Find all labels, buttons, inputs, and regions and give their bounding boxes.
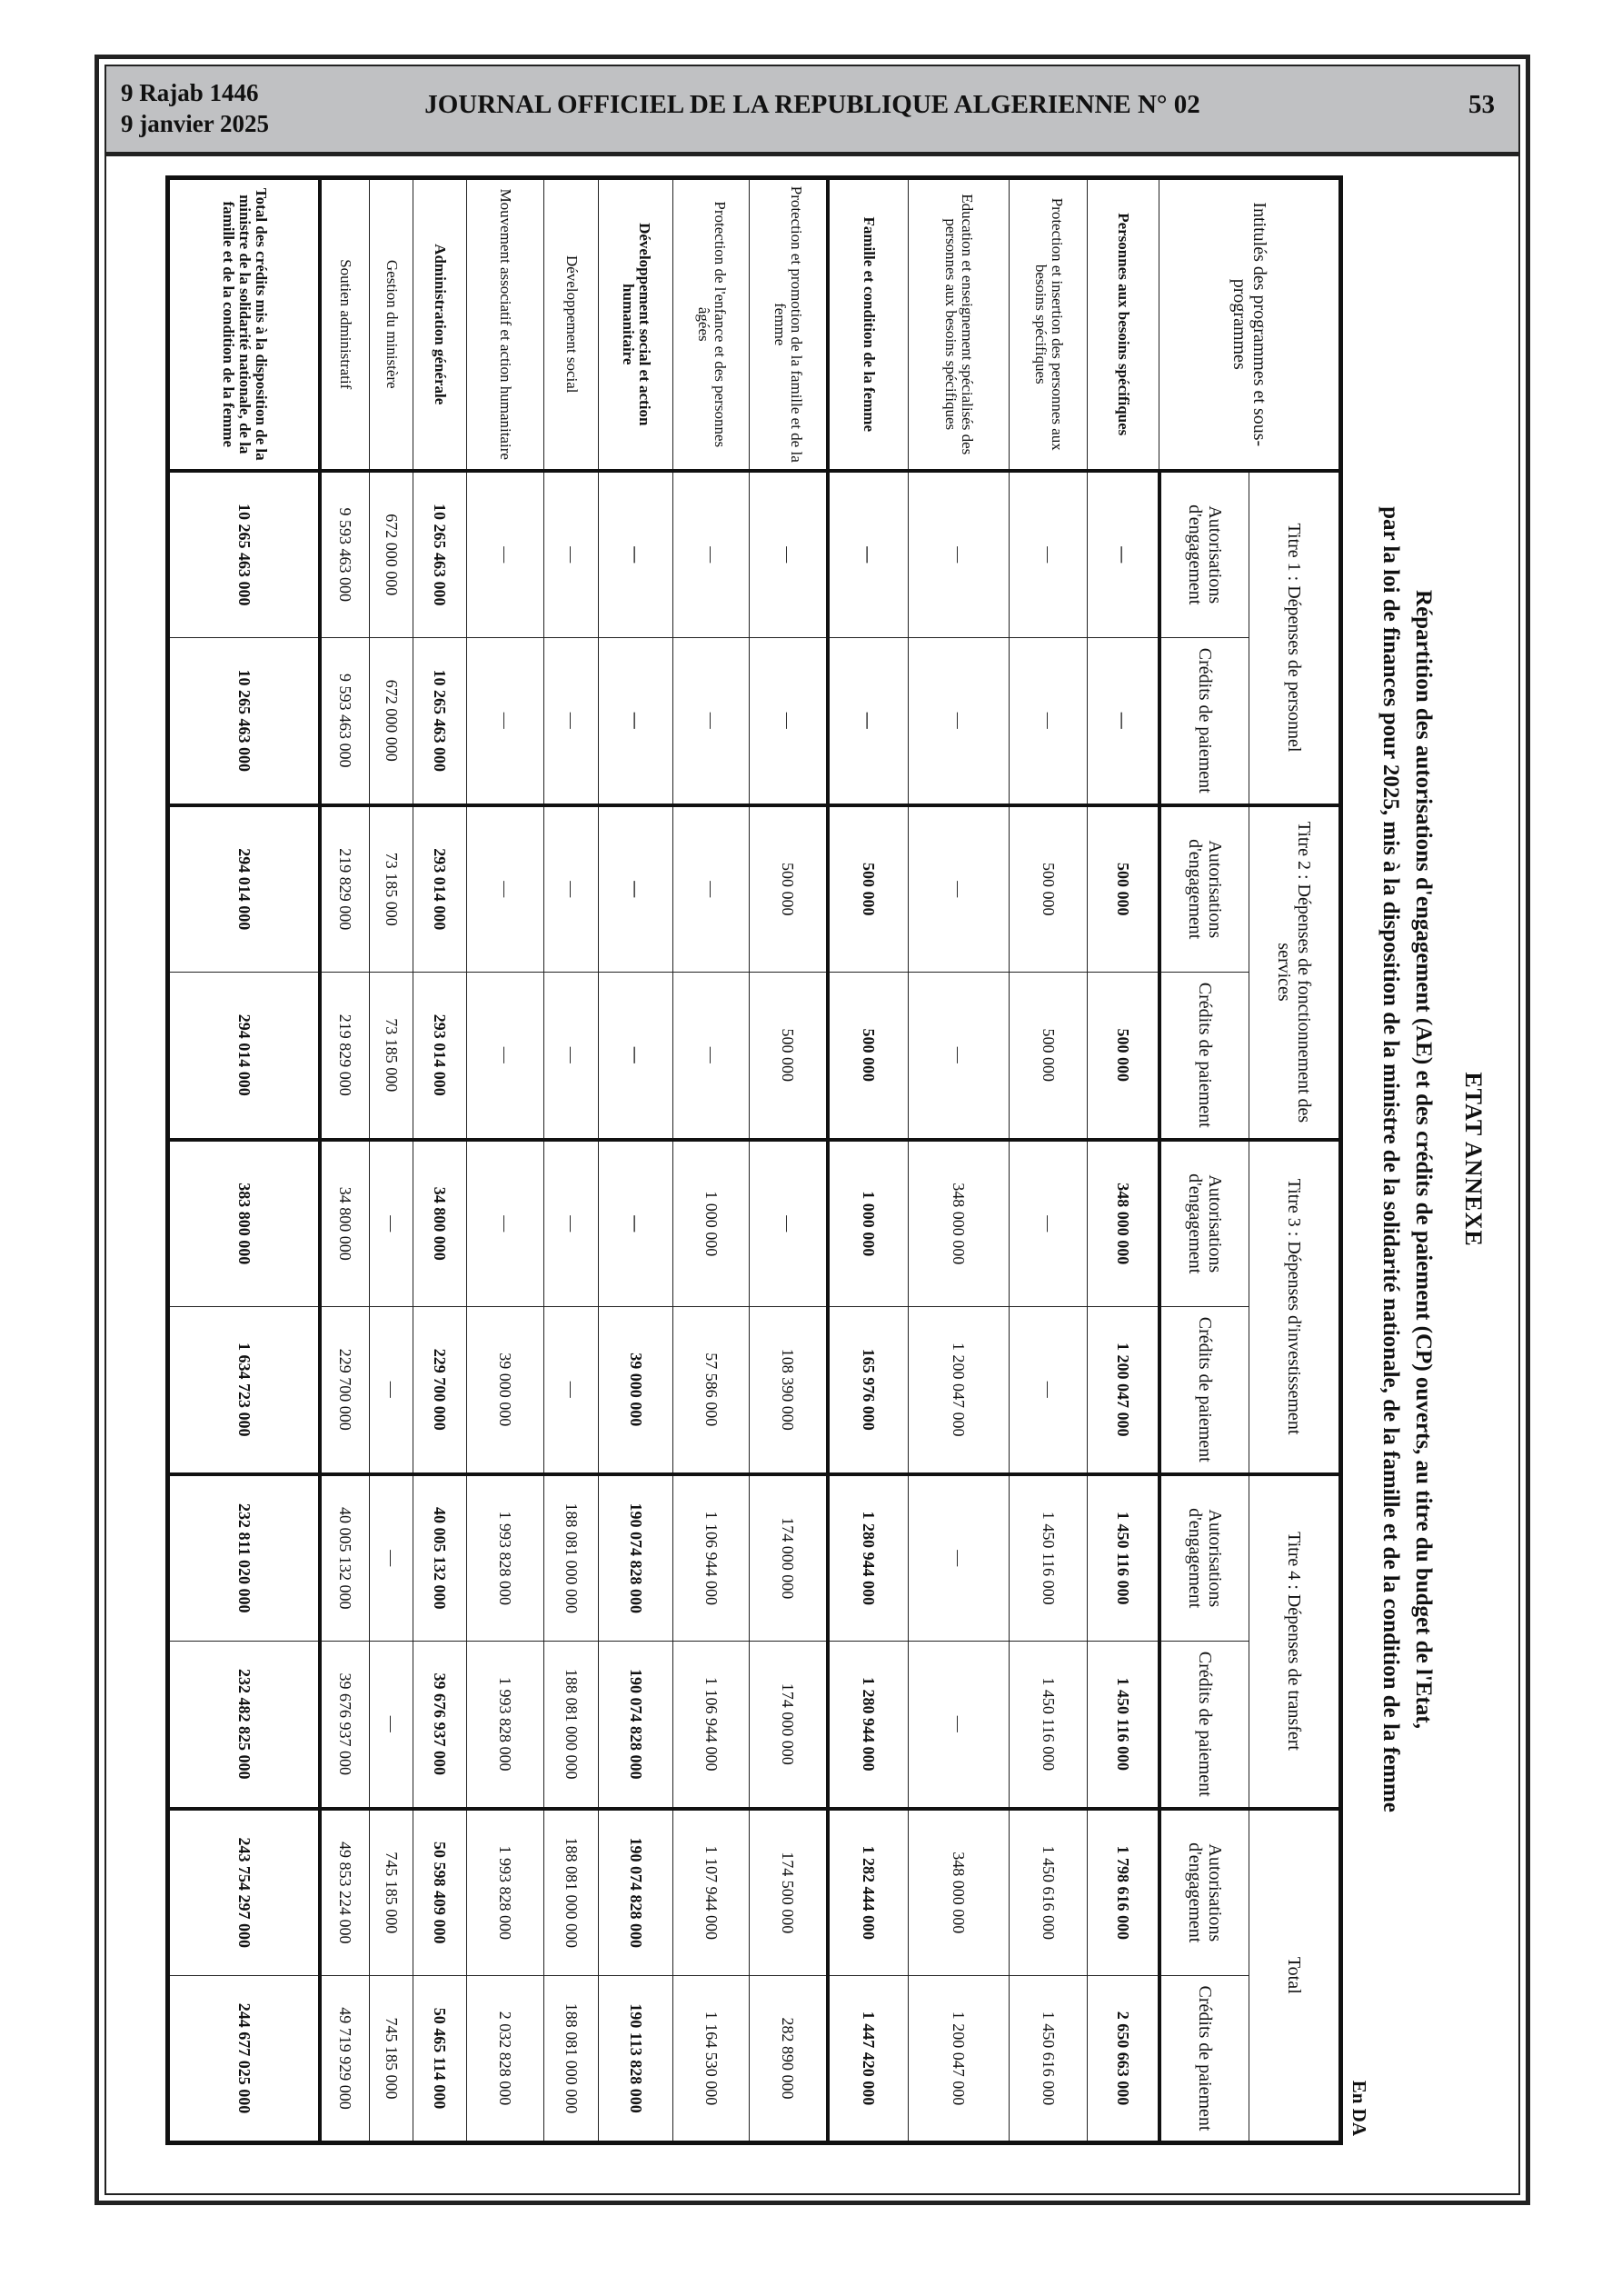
ae-cell: — <box>370 1474 413 1642</box>
table-row <box>320 178 370 2143</box>
ae-cell: — <box>544 1140 599 1307</box>
ae-cell: 348 000 000 <box>909 1809 1010 1976</box>
ae-cell: 745 185 000 <box>370 1809 413 1976</box>
ae-cell: 1 107 944 000 <box>673 1809 750 1976</box>
cp-cell: — <box>909 1642 1010 1809</box>
gregorian-date: 9 janvier 2025 <box>121 110 269 137</box>
cp-column-header: Crédits de paiement <box>1159 1642 1249 1809</box>
row-label: Total des crédits mis à la disposition de la ministre de la solidarité nationale, de la famille et de la condition de la femme <box>168 178 320 471</box>
ae-cell: — <box>909 805 1010 973</box>
cp-cell: 229 700 000 <box>320 1307 370 1474</box>
cp-cell: 190 113 828 000 <box>599 1976 673 2143</box>
ae-cell: — <box>544 805 599 973</box>
cp-cell: — <box>599 638 673 805</box>
cp-cell: — <box>909 638 1010 805</box>
ae-cell: 188 081 000 000 <box>544 1474 599 1642</box>
cp-cell: — <box>828 638 909 805</box>
table-row <box>1010 178 1088 2143</box>
ae-cell: 9 593 463 000 <box>320 471 370 638</box>
ae-cell: — <box>1010 471 1088 638</box>
cp-cell: 39 676 937 000 <box>413 1642 467 1809</box>
cp-cell: — <box>544 973 599 1140</box>
cp-cell: — <box>544 1307 599 1474</box>
table-row <box>828 178 909 2143</box>
cp-cell: 2 032 828 000 <box>467 1976 544 2143</box>
journal-header <box>106 66 1518 156</box>
cp-cell: 1 450 116 000 <box>1088 1642 1159 1809</box>
ae-cell: — <box>599 1140 673 1307</box>
cp-cell: — <box>467 973 544 1140</box>
ae-cell: 34 800 000 <box>320 1140 370 1307</box>
cp-cell: — <box>673 638 750 805</box>
ae-cell: 672 000 000 <box>370 471 413 638</box>
table-row <box>1088 178 1159 2143</box>
cp-cell: 108 390 000 <box>750 1307 828 1474</box>
annex-heading: ETAT ANNEXE <box>1460 1072 1487 1247</box>
row-label: Protection et insertion des personnes aux besoins spécifiques <box>1010 178 1088 471</box>
table-row <box>599 178 673 2143</box>
cp-cell: 672 000 000 <box>370 638 413 805</box>
ae-cell: 1 450 616 000 <box>1010 1809 1088 1976</box>
row-label: Personnes aux besoins spécifiques <box>1088 178 1159 471</box>
cp-cell: 500 000 <box>1010 973 1088 1140</box>
ae-cell: 243 754 297 000 <box>168 1809 320 1976</box>
cp-cell: — <box>673 973 750 1140</box>
ae-cell: 1 993 828 000 <box>467 1474 544 1642</box>
ae-cell: 1 106 944 000 <box>673 1474 750 1642</box>
cp-cell: — <box>1010 638 1088 805</box>
cp-cell: — <box>1088 638 1159 805</box>
cp-cell: 165 976 000 <box>828 1307 909 1474</box>
ae-cell: 348 000 000 <box>909 1140 1010 1307</box>
ae-cell: 34 800 000 <box>413 1140 467 1307</box>
cp-cell: 39 000 000 <box>467 1307 544 1474</box>
cp-column-header: Crédits de paiement <box>1159 1307 1249 1474</box>
ae-cell: 348 000 000 <box>1088 1140 1159 1307</box>
cp-cell: — <box>1010 1307 1088 1474</box>
cp-cell: 1 447 420 000 <box>828 1976 909 2143</box>
table-row <box>413 178 467 2143</box>
rotated-annex <box>171 175 1492 2143</box>
group-header: Titre 2 : Dépenses de fonctionnement des services <box>1249 805 1341 1140</box>
cp-cell: 1 280 944 000 <box>828 1642 909 1809</box>
ae-cell: 500 000 <box>750 805 828 973</box>
cp-cell: — <box>750 638 828 805</box>
ae-cell: — <box>599 471 673 638</box>
cp-cell: 49 719 929 000 <box>320 1976 370 2143</box>
ae-cell: — <box>1088 471 1159 638</box>
row-label: Soutien administratif <box>320 178 370 471</box>
cp-cell: 190 074 828 000 <box>599 1642 673 1809</box>
ae-cell: 500 000 <box>1010 805 1088 973</box>
table-row <box>750 178 828 2143</box>
cp-cell: 50 465 114 000 <box>413 1976 467 2143</box>
ae-cell: 1 000 000 <box>673 1140 750 1307</box>
ae-cell: 383 800 000 <box>168 1140 320 1307</box>
hijri-date: 9 Rajab 1446 <box>121 79 259 106</box>
ae-cell: 190 074 828 000 <box>599 1809 673 1976</box>
row-label: Mouvement associatif et action humanitaire <box>467 178 544 471</box>
currency-unit: En DA <box>1348 2080 1370 2136</box>
ae-cell: — <box>544 471 599 638</box>
ae-cell: 73 185 000 <box>370 805 413 973</box>
budget-table <box>166 175 1344 2145</box>
ae-cell: — <box>673 471 750 638</box>
ae-cell: 1 280 944 000 <box>828 1474 909 1642</box>
table-row <box>370 178 413 2143</box>
row-label: Protection et promotion de la famille et de la femme <box>750 178 828 471</box>
group-header: Total <box>1249 1809 1341 2143</box>
ae-cell: — <box>1010 1140 1088 1307</box>
table-row <box>909 178 1010 2143</box>
cp-cell: 174 000 000 <box>750 1642 828 1809</box>
cp-cell: 229 700 000 <box>413 1307 467 1474</box>
ae-column-header: Autorisations d'engagement <box>1159 805 1249 973</box>
ae-cell: 1 000 000 <box>828 1140 909 1307</box>
cp-cell: 39 000 000 <box>599 1307 673 1474</box>
cp-cell: — <box>599 973 673 1140</box>
journal-title: JOURNAL OFFICIEL DE LA REPUBLIQUE ALGERIENNE N° 02 <box>424 90 1200 119</box>
ae-cell: 188 081 000 000 <box>544 1809 599 1976</box>
ae-cell: — <box>467 471 544 638</box>
cp-cell: 500 000 <box>750 973 828 1140</box>
row-label: Développement social <box>544 178 599 471</box>
cp-cell: 57 586 000 <box>673 1307 750 1474</box>
cp-column-header: Crédits de paiement <box>1159 638 1249 805</box>
label-column-header: Intitulés des programmes et sous-programmes <box>1159 178 1341 471</box>
cp-cell: 39 676 937 000 <box>320 1642 370 1809</box>
cp-cell: 1 200 047 000 <box>909 1307 1010 1474</box>
cp-cell: 294 014 000 <box>168 973 320 1140</box>
group-header: Titre 4 : Dépenses de transfert <box>1249 1474 1341 1809</box>
cp-cell: 1 450 616 000 <box>1010 1976 1088 2143</box>
ae-cell: — <box>467 1140 544 1307</box>
header-row-sub <box>1159 178 1249 2143</box>
ae-cell: 1 282 444 000 <box>828 1809 909 1976</box>
annex-title-line-2: par la loi de finances pour 2025, mis à la disposition de la ministre de la solidarité nationale, de la famille et de la condition de la femme <box>1378 506 1403 1812</box>
ae-column-header: Autorisations d'engagement <box>1159 1140 1249 1307</box>
ae-cell: 40 005 132 000 <box>320 1474 370 1642</box>
cp-cell: 1 164 530 000 <box>673 1976 750 2143</box>
table-row <box>544 178 599 2143</box>
ae-cell: 10 265 463 000 <box>168 471 320 638</box>
cp-cell: 1 200 047 000 <box>1088 1307 1159 1474</box>
cp-cell: 1 634 723 000 <box>168 1307 320 1474</box>
ae-cell: 190 074 828 000 <box>599 1474 673 1642</box>
cp-cell: — <box>370 1307 413 1474</box>
ae-cell: 1 450 116 000 <box>1088 1474 1159 1642</box>
ae-cell: — <box>750 471 828 638</box>
row-label: Education et enseignement spécialisés des personnes aux besoins spécifiques <box>909 178 1010 471</box>
cp-cell: 232 482 825 000 <box>168 1642 320 1809</box>
cp-cell: 293 014 000 <box>413 973 467 1140</box>
ae-cell: 10 265 463 000 <box>413 471 467 638</box>
cp-column-header: Crédits de paiement <box>1159 1976 1249 2143</box>
annex-title-line-1: Répartition des autorisations d'engagement (AE) et des crédits de paiement (CP) ouverts, au titre du budget de l'Etat, <box>1411 590 1436 1729</box>
cp-cell: 1 200 047 000 <box>909 1976 1010 2143</box>
ae-cell: 1 450 116 000 <box>1010 1474 1088 1642</box>
ae-cell: — <box>828 471 909 638</box>
cp-cell: — <box>544 638 599 805</box>
ae-cell: 294 014 000 <box>168 805 320 973</box>
cp-cell: 188 081 000 000 <box>544 1976 599 2143</box>
cp-cell: 10 265 463 000 <box>413 638 467 805</box>
page-number: 53 <box>1468 90 1495 119</box>
cp-cell: 282 890 000 <box>750 1976 828 2143</box>
row-label: Protection de l'enfance et des personnes âgées <box>673 178 750 471</box>
ae-column-header: Autorisations d'engagement <box>1159 471 1249 638</box>
row-label: Gestion du ministère <box>370 178 413 471</box>
cp-cell: — <box>467 638 544 805</box>
ae-column-header: Autorisations d'engagement <box>1159 1809 1249 1976</box>
cp-cell: 500 000 <box>828 973 909 1140</box>
cp-cell: 500 000 <box>1088 973 1159 1140</box>
table-row <box>168 178 320 2143</box>
ae-cell: — <box>467 805 544 973</box>
ae-cell: 232 811 020 000 <box>168 1474 320 1642</box>
cp-cell: 188 081 000 000 <box>544 1642 599 1809</box>
ae-cell: 219 829 000 <box>320 805 370 973</box>
cp-cell: 219 829 000 <box>320 973 370 1140</box>
cp-cell: 244 677 025 000 <box>168 1976 320 2143</box>
ae-cell: 49 853 224 000 <box>320 1809 370 1976</box>
ae-column-header: Autorisations d'engagement <box>1159 1474 1249 1642</box>
cp-cell: 745 185 000 <box>370 1976 413 2143</box>
ae-cell: — <box>750 1140 828 1307</box>
cp-column-header: Crédits de paiement <box>1159 973 1249 1140</box>
cp-cell: 1 993 828 000 <box>467 1642 544 1809</box>
cp-cell: 10 265 463 000 <box>168 638 320 805</box>
ae-cell: 500 000 <box>1088 805 1159 973</box>
cp-cell: 73 185 000 <box>370 973 413 1140</box>
ae-cell: — <box>370 1140 413 1307</box>
ae-cell: — <box>673 805 750 973</box>
cp-cell: 1 450 116 000 <box>1010 1642 1088 1809</box>
cp-cell: — <box>909 973 1010 1140</box>
cp-cell: 9 593 463 000 <box>320 638 370 805</box>
ae-cell: 50 598 409 000 <box>413 1809 467 1976</box>
ae-cell: 1 993 828 000 <box>467 1809 544 1976</box>
ae-cell: — <box>599 805 673 973</box>
ae-cell: 293 014 000 <box>413 805 467 973</box>
cp-cell: 1 106 944 000 <box>673 1642 750 1809</box>
table-row <box>673 178 750 2143</box>
header-row-groups <box>1249 178 1341 2143</box>
table-row <box>467 178 544 2143</box>
ae-cell: — <box>909 1474 1010 1642</box>
group-header: Titre 3 : Dépenses d'investissement <box>1249 1140 1341 1474</box>
group-header: Titre 1 : Dépenses de personnel <box>1249 471 1341 805</box>
ae-cell: 174 500 000 <box>750 1809 828 1976</box>
ae-cell: 40 005 132 000 <box>413 1474 467 1642</box>
cp-cell: — <box>370 1642 413 1809</box>
row-label: Famille et condition de la femme <box>828 178 909 471</box>
ae-cell: 174 000 000 <box>750 1474 828 1642</box>
row-label: Administration générale <box>413 178 467 471</box>
ae-cell: — <box>909 471 1010 638</box>
ae-cell: 1 798 616 000 <box>1088 1809 1159 1976</box>
row-label: Développement social et action humanitaire <box>599 178 673 471</box>
ae-cell: 500 000 <box>828 805 909 973</box>
cp-cell: 2 650 663 000 <box>1088 1976 1159 2143</box>
